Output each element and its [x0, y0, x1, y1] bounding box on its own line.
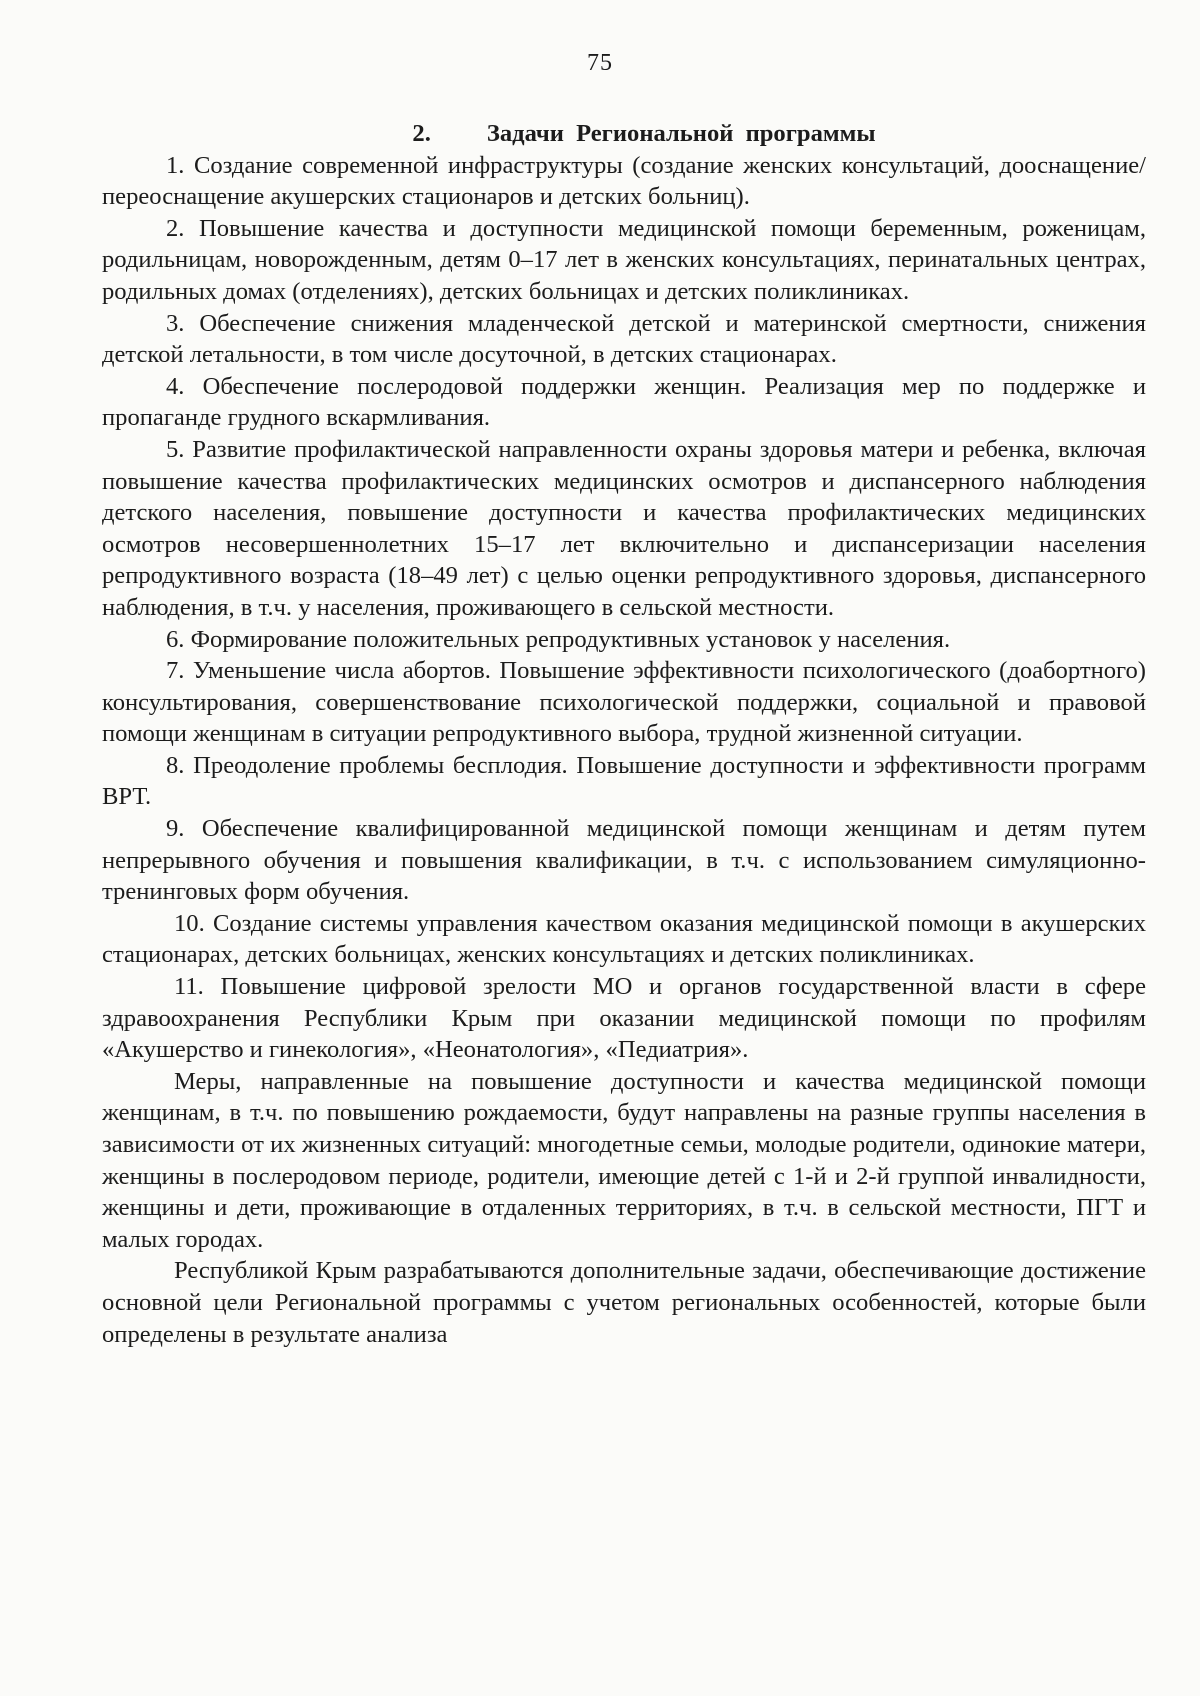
task-item-10: 10. Создание системы управления качеством оказания медицинской помощи в акушерских стационарах, детских больницах, женских консультациях и детских поликлиниках. — [102, 909, 1146, 969]
measures-paragraph: Меры, направленные на повышение доступности и качества медицинской помощи женщинам, в т.ч. по повышению рождаемости, будут направлены на разные группы населения в зависимости от их жизненных ситуаций: многодетные семьи, молодые родители, одинокие матери, женщины в послеродовом периоде, родители, имеющие детей с 1-й и 2-й группой инвалидности, женщины и дети, проживающие в отдаленных территориях, в т.ч. в сельской местности, ПГТ и малых городах. — [102, 1067, 1146, 1253]
task-item-1: 1. Создание современной инфраструктуры (создание женских консультаций, дооснащение/переоснащение акушерских стационаров и детских больниц). — [102, 151, 1146, 211]
section-title: Задачи Региональной программы — [486, 120, 876, 147]
task-item-6: 6. Формирование положительных репродуктивных установок у населения. — [166, 625, 951, 653]
task-item-5: 5. Развитие профилактической направленности охраны здоровья матери и ребенка, включая повышение качества профилактических медицинских осмотров и диспансерного наблюдения детского населения, повышение доступности и качества профилактических медицинских осмотров несовершеннолетних 15–17 лет включительно и диспансеризации населения репродуктивного возраста (18–49 лет) с целью оценки репродуктивного здоровья, диспансерного наблюдения, в т.ч. у населения, проживающего в сельской местности. — [102, 435, 1146, 621]
additional-tasks-paragraph: Республикой Крым разрабатываются дополнительные задачи, обеспечивающие достижение основной цели Региональной программы с учетом региональных особенностей, которые были определены в результате анализа — [102, 1257, 1146, 1348]
section-number: 2. — [412, 120, 431, 147]
page-content — [102, 118, 1146, 1350]
page-number: 75 — [587, 50, 613, 76]
task-item-3: 3. Обеспечение снижения младенческой детской и материнской смертности, снижения детской летальности, в том числе досуточной, в детских стационарах. — [102, 309, 1146, 369]
task-item-11: 11. Повышение цифровой зрелости МО и органов государственной власти в сфере здравоохранения Республики Крым при оказании медицинской помощи по профилям «Акушерство и гинекология», «Неонатология», «Педиатрия». — [102, 973, 1146, 1064]
task-item-8: 8. Преодоление проблемы бесплодия. Повышение доступности и эффективности программ ВРТ. — [102, 751, 1146, 811]
section-heading — [102, 118, 1146, 150]
task-item-4: 4. Обеспечение послеродовой поддержки женщин. Реализация мер по поддержке и пропаганде грудного вскармливания. — [102, 372, 1146, 432]
task-item-2: 2. Повышение качества и доступности медицинской помощи беременным, роженицам, родильницам, новорожденным, детям 0–17 лет в женских консультациях, перинатальных центрах, родильных домах (отделениях), детских больницах и детских поликлиниках. — [102, 214, 1146, 305]
task-item-9: 9. Обеспечение квалифицированной медицинской помощи женщинам и детям путем непрерывного обучения и повышения квалификации, в т.ч. с использованием симуляционно-тренинговых форм обучения. — [102, 815, 1146, 906]
task-item-7: 7. Уменьшение числа абортов. Повышение эффективности психологического (доабортного) консультирования, совершенствование психологической поддержки, социальной и правовой помощи женщинам в ситуации репродуктивного выбора, трудной жизненной ситуации. — [102, 657, 1146, 748]
